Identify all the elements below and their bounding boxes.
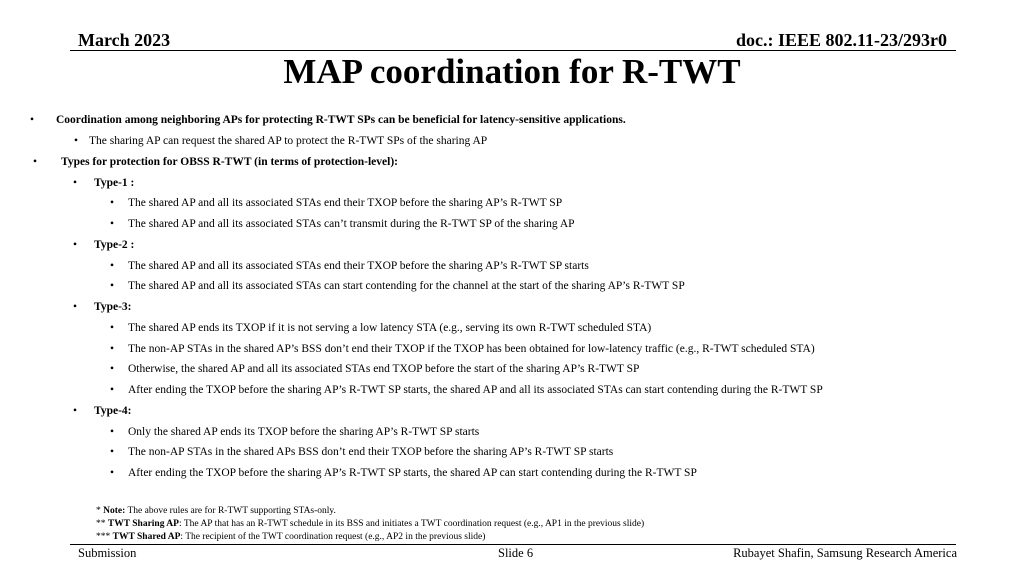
type-3-item-c: Otherwise, the shared AP and all its associated STAs end TXOP before the start of the sharing AP’s R-TWT SP — [128, 363, 640, 375]
header-rule — [70, 50, 956, 51]
note-3-label: TWT Shared AP — [112, 532, 181, 542]
note-3-prefix: *** — [96, 532, 113, 542]
bullet: • — [73, 405, 78, 417]
bullet: • — [110, 363, 115, 375]
type-1-item-b: The shared AP and all its associated STAs can’t transmit during the R-TWT SP of the sharing AP — [128, 218, 575, 230]
footer-submission: Submission — [78, 546, 137, 560]
type-4-heading: Type-4: — [94, 405, 132, 417]
bullet: • — [110, 260, 115, 272]
header-doc-id: doc.: IEEE 802.11-23/293r0 — [735, 30, 947, 50]
bullet: • — [73, 301, 78, 313]
note-1 — [96, 505, 336, 517]
bullet: • — [110, 343, 115, 355]
bullet: • — [73, 177, 78, 189]
body-line-types: Types for protection for OBSS R-TWT (in terms of protection-level): — [61, 156, 398, 168]
note-1-text: The above rules are for R-TWT supporting STAs-only. — [125, 506, 336, 516]
footer-rule — [70, 544, 956, 545]
type-4-item-b: The non-AP STAs in the shared APs BSS don’t end their TXOP before the sharing AP’s R-TWT SP starts — [128, 446, 614, 458]
note-2-text: : The AP that has an R-TWT schedule in its BSS and initiates a TWT coordination request (e.g., AP1 in the previous slide) — [178, 519, 645, 529]
footer-author: Rubayet Shafin, Samsung Research America — [733, 546, 957, 560]
type-3-item-d: After ending the TXOP before the sharing AP’s R-TWT SP starts, the shared AP and all its associated STAs can start contending during the R-TWT SP — [128, 384, 823, 396]
bullet: • — [110, 280, 115, 292]
header-date: March 2023 — [78, 30, 171, 50]
note-1-prefix: * — [96, 506, 104, 516]
note-2-label: TWT Sharing AP — [107, 519, 179, 529]
bullet: • — [110, 322, 115, 334]
note-1-label: Note: — [103, 506, 126, 516]
body-line-sharing-ap: The sharing AP can request the shared AP to protect the R-TWT SPs of the sharing AP — [89, 135, 488, 147]
type-2-item-b: The shared AP and all its associated STAs can start contending for the channel at the start of the sharing AP’s R-TWT SP — [128, 280, 685, 292]
note-3 — [96, 531, 485, 543]
bullet: • — [30, 114, 35, 126]
type-3-heading: Type-3: — [94, 301, 132, 313]
bullet: • — [110, 467, 115, 479]
type-1-heading: Type-1 : — [94, 177, 135, 189]
note-2 — [96, 518, 644, 530]
bullet: • — [110, 426, 115, 438]
bullet: • — [74, 135, 79, 147]
type-3-item-a: The shared AP ends its TXOP if it is not serving a low latency STA (e.g., serving its own R-TWT scheduled STA) — [128, 322, 652, 334]
bullet: • — [110, 218, 115, 230]
type-4-item-a: Only the shared AP ends its TXOP before the sharing AP’s R-TWT SP starts — [128, 426, 480, 438]
type-4-item-c: After ending the TXOP before the sharing AP’s R-TWT SP starts, the shared AP can start contending during the R-TWT SP — [128, 467, 697, 479]
bullet: • — [110, 446, 115, 458]
note-2-prefix: ** — [96, 519, 108, 529]
note-3-text: : The recipient of the TWT coordination request (e.g., AP2 in the previous slide) — [180, 532, 486, 542]
type-3-item-b: The non-AP STAs in the shared AP’s BSS don’t end their TXOP if the TXOP has been obtained for low-latency traffic (e.g., R-TWT scheduled STA) — [128, 343, 815, 355]
bullet: • — [33, 156, 38, 168]
footer-slide-number: Slide 6 — [498, 546, 534, 560]
type-2-item-a: The shared AP and all its associated STAs end their TXOP before the sharing AP’s R-TWT SP starts — [128, 260, 589, 272]
type-1-item-a: The shared AP and all its associated STAs end their TXOP before the sharing AP’s R-TWT SP — [128, 197, 563, 209]
bullet: • — [73, 239, 78, 251]
bullet: • — [110, 197, 115, 209]
slide-title: MAP coordination for R-TWT — [283, 52, 741, 91]
bullet: • — [110, 384, 115, 396]
type-2-heading: Type-2 : — [94, 239, 135, 251]
body-line-coordination: Coordination among neighboring APs for protecting R-TWT SPs can be beneficial for latency-sensitive applications. — [56, 114, 626, 126]
